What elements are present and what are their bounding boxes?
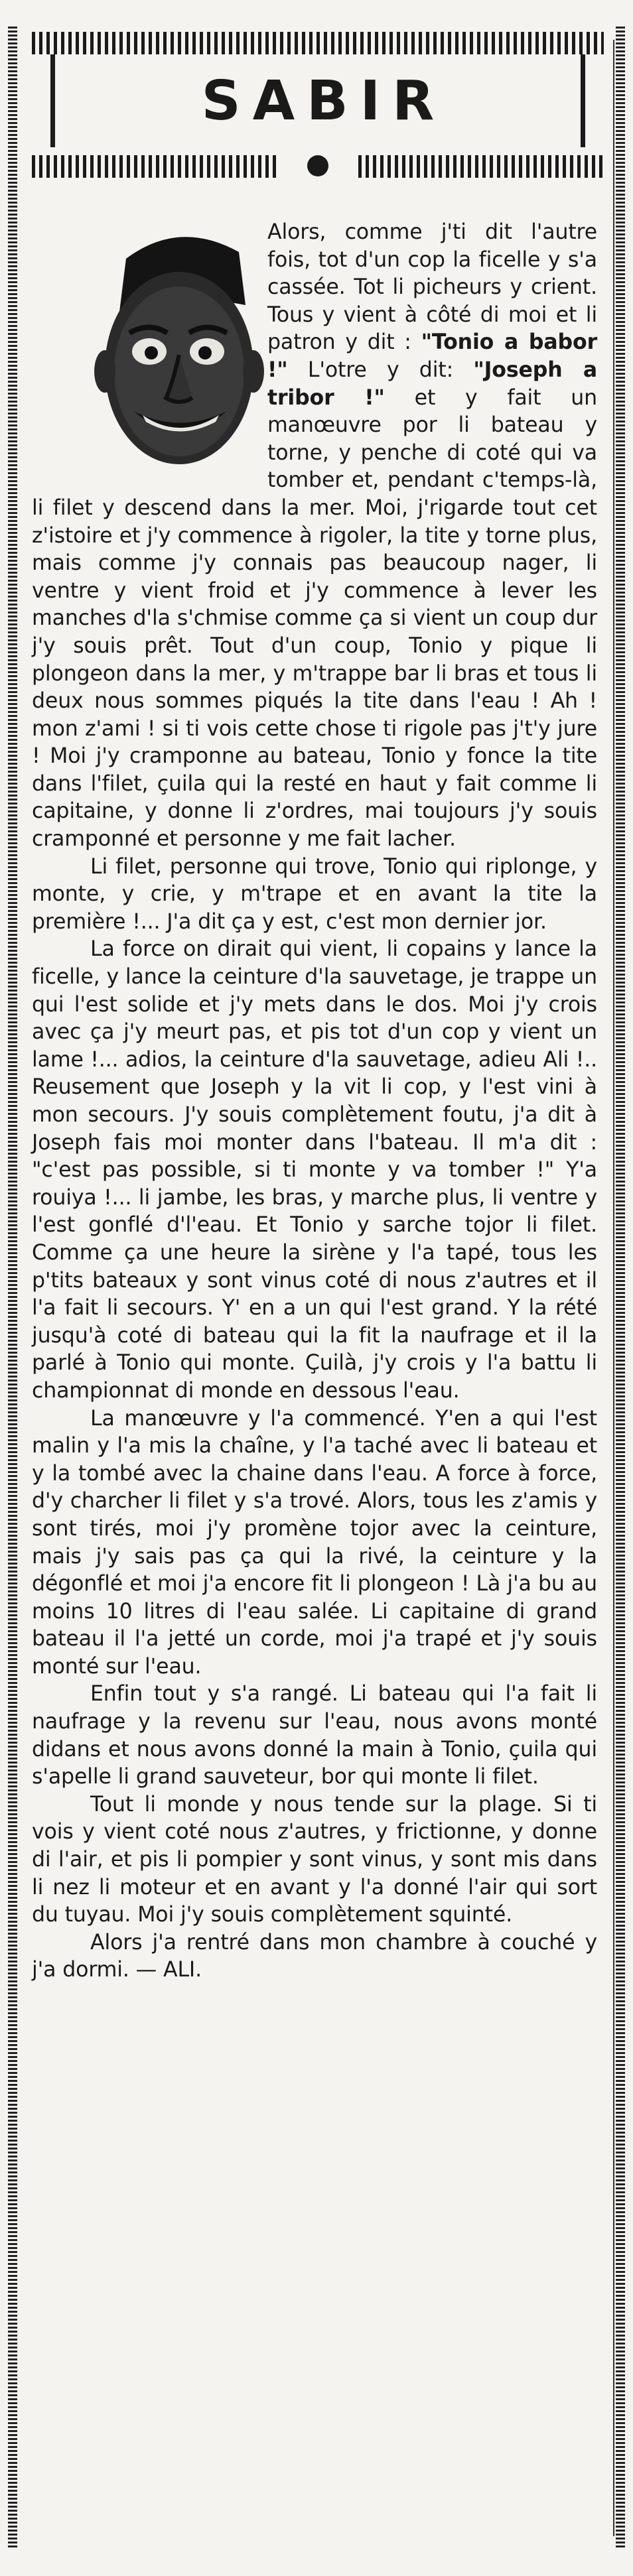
paragraph-1-text-c: et y fait un manœuvre por li bateau y torne, y penche di coté qui va tomber et, pendant c'temps-là, li filet y descend dans la mer. Moi, j'rigarde tout cet z'istoire et j'y commence à rigoler, la tite y torne plus, mais comme j'y connais pas beaucoup nager, li ventre y vient froid et j'y commence à lever les manches d'la s'chmise comme ça si vient un coup dur j'y souis prêt. Tout d'un coup, Tonio y pique li plongeon dans la mer, y m'trappe bar li bras et tous li deux nous sommes piqués la tite dans l'eau ! Ah ! mon z'ami ! si ti vois cette chose ti rigole pas j't'y jure ! Moi j'y cramponne au bateau, Tonio y fonce la tite dans l'filet, çuila qui la resté en haut y fait comme li capitaine, y donne li z'ordres, mai toujours j'y souis cramponné et personne y me fait lacher. — [32, 385, 597, 852]
paragraph-1-text-a: Alors, comme j'ti dit l'autre fois, tot d'un cop la ficelle y s'a cassée. Tot li picheurs y crient. Tous y vient à côté di moi et li patron y dit : — [267, 220, 597, 355]
quote-joseph: "Joseph a tribor !" — [267, 357, 597, 410]
bullet-icon — [307, 155, 328, 176]
header-hatch-top — [32, 32, 604, 54]
column-rule — [613, 40, 614, 2536]
paragraph-7: Alors j'a rentré dans mon chambre à couché y j'a dormi. — ALI. — [32, 1930, 597, 1982]
right-border-ornament — [616, 27, 625, 2549]
header-banner — [32, 32, 604, 184]
header-hatch-bottom-right — [358, 155, 604, 178]
paragraph-1-text-b: L'otre y dit: — [287, 357, 474, 382]
header-hatch-bottom-left — [32, 155, 277, 178]
paragraph-5: Enfin tout y s'a rangé. Li bateau qui l'a fait li naufrage y la revenu sur l'eau, nous avons monté didans et nous avons donné la main à Tonio, çuila qui s'apelle li grand sauveteur, bor qui monte li filet. — [32, 1682, 597, 1789]
paragraph-3: La force on dirait qui vient, li copains y lance la ficelle, y lance la ceinture d'la sauvetage, je trappe un qui l'est solide et j'y mets dans le dos. Moi j'y crois avec ça j'y meurt pas, et pis tot d'un cop y vient un lame !... adios, la ceinture d'la sauvetage, adieu Ali !.. Reusement que Joseph y la vit li cop, y l'est vini à mon secours. J'y souis complètement foutu, j'a dit à Joseph fais moi monter dans l'bateau. Il m'a dit : "c'est pas possible, si ti monte y va tomber !" Y'a rouiya !... li jambe, les bras, y marche plus, li ventre y l'est gonflé d'l'eau. Et Tonio y sarche tojor li filet. Comme ça une heure la sirène y l'a tapé, tous les p'tits bateaux y sont vinus coté di nous z'autres et il l'a fait li secours. Y' en a un qui l'est grand. Y la rété jusqu'à coté di bateau qui la fit la naufrage et il la parlé à Tonio qui monte. Çuilà, j'y crois y l'a battu li championnat di monde en dessous l'eau. — [32, 937, 597, 1403]
paragraph-2: Li filet, personne qui trove, Tonio qui riplonge, y monte, y crie, y m'trape et en avant la tite la première !... J'a dit ça y est, c'est mon dernier jor. — [32, 854, 597, 934]
paragraph-4: La manœuvre y l'a commencé. Y'en a qui l'est malin y l'a mis la chaîne, y l'a taché avec li bateau et y la tombé avec la chaine dans l'eau. A force à force, d'y charcher li filet y s'a trové. Alors, tous les z'amis y sont tirés, moi j'y promène tojor avec la ceinture, mais j'y sais pas ça qui la rivé, la ceinture y la dégonflé et moi j'a encore fit li plongeon ! Là j'a bu au moins 10 litres di l'eau salée. Li capitaine di grand bateau il l'a jetté un corde, moi j'a trapé et j'y souis monté sur l'eau. — [32, 1406, 597, 1679]
paragraph-6: Tout li monde y nous tende sur la plage. Si ti vois y vient coté nous z'autres, y frictionne, y donne di l'air, et pis li pompier y sont vinus, y sont mis dans li nez li moteur et en avant y l'a donné l'air qui sort du tuyau. Moi j'y souis complètement squinté. — [32, 1792, 597, 1927]
portrait-space — [0, 219, 255, 491]
page-title: SABIR — [201, 69, 447, 133]
title-frame — [50, 54, 585, 147]
quote-tonio: "Tonio a babor !" — [267, 330, 597, 382]
article-body — [32, 219, 597, 1984]
